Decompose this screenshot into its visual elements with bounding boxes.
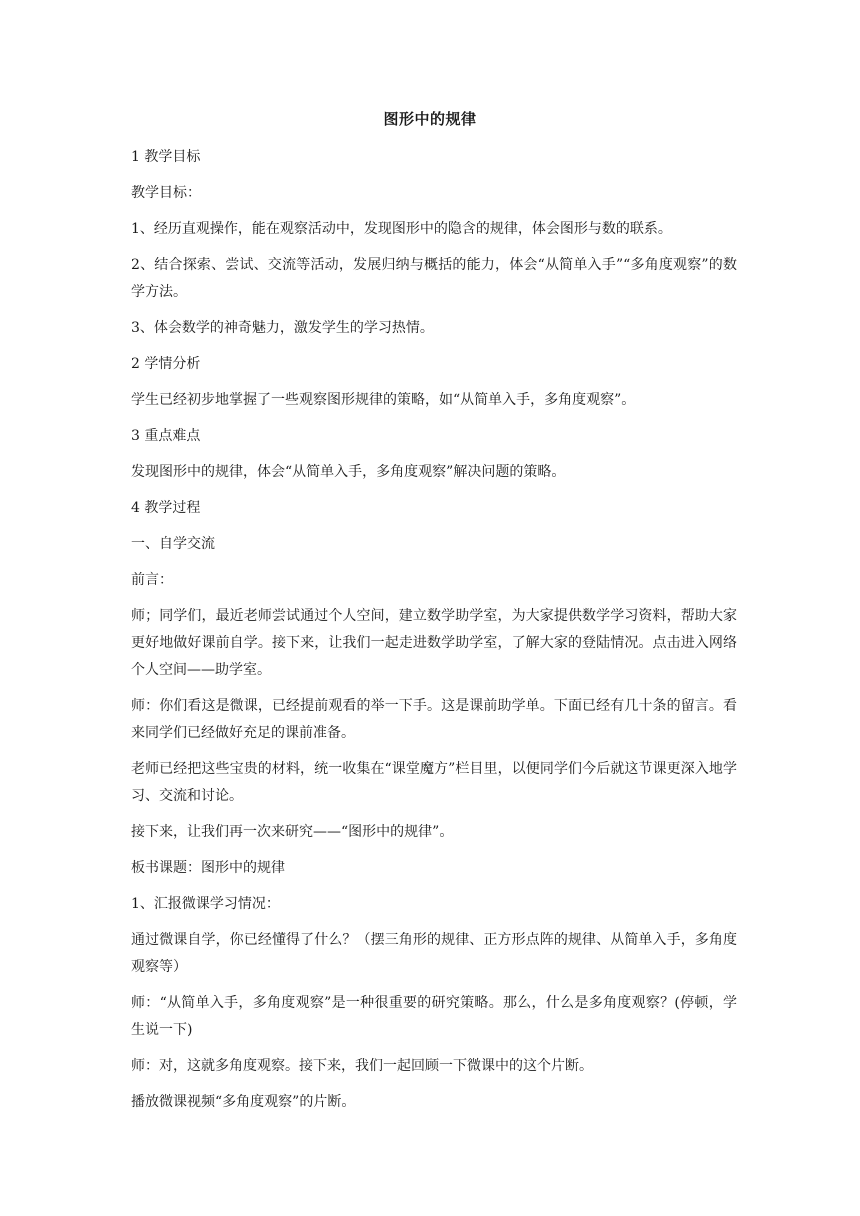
paragraph: 师：对，这就多角度观察。接下来，我们一起回顾一下微课中的这个片断。	[131, 1058, 593, 1074]
document-title: 图形中的规律	[383, 110, 477, 128]
paragraph: 师：“从简单入手，多角度观察”是一种很重要的研究策略。那么，什么是多角度观察？(停顿，学生说一下)	[131, 995, 737, 1038]
paragraph: 师：你们看这是微课，已经提前观看的举一下手。这是课前助学单。下面已经有几十条的留言。看来同学们已经做好充足的课前准备。	[131, 698, 737, 741]
heading-learning-analysis: 2 学情分析	[131, 356, 201, 372]
paragraph: 3、体会数学的神奇魅力，激发学生的学习热情。	[131, 320, 434, 336]
paragraph: 接下来，让我们再一次来研究——“图形中的规律”。	[131, 824, 454, 840]
document-body	[131, 144, 737, 1125]
paragraph: 前言：	[131, 572, 173, 588]
paragraph: 2、结合探索、尝试、交流等活动，发展归纳与概括的能力，体会“从简单入手”“多角度观察”的数学方法。	[131, 257, 737, 300]
paragraph: 1、汇报微课学习情况：	[131, 896, 280, 912]
paragraph: 学生已经初步地掌握了一些观察图形规律的策略，如“从简单入手，多角度观察”。	[131, 392, 636, 408]
paragraph: 老师已经把这些宝贵的材料，统一收集在“课堂魔方”栏目里，以便同学们今后就这节课更深入地学习、交流和讨论。	[131, 761, 737, 804]
heading-key-points: 3 重点难点	[131, 428, 201, 444]
heading-teaching-process: 4 教学过程	[131, 500, 201, 516]
paragraph: 发现图形中的规律，体会“从简单入手，多角度观察”解决问题的策略。	[131, 464, 566, 480]
paragraph: 一、自学交流	[131, 536, 215, 552]
paragraph: 板书课题：图形中的规律	[131, 860, 285, 876]
paragraph: 教学目标：	[131, 185, 201, 201]
heading-teaching-goals: 1 教学目标	[131, 149, 201, 165]
paragraph: 师；同学们，最近老师尝试通过个人空间，建立数学助学室，为大家提供数学学习资料，帮助大家更好地做好课前自学。接下来，让我们一起走进数学助学室，了解大家的登陆情况。点击进入网络个人空间——助学室。	[131, 608, 737, 678]
paragraph: 播放微课视频“多角度观察”的片断。	[131, 1094, 356, 1110]
paragraph: 通过微课自学，你已经懂得了什么？（摆三角形的规律、正方形点阵的规律、从简单入手，多角度观察等）	[131, 932, 737, 975]
paragraph: 1、经历直观操作，能在观察活动中，发现图形中的隐含的规律，体会图形与数的联系。	[131, 221, 672, 237]
